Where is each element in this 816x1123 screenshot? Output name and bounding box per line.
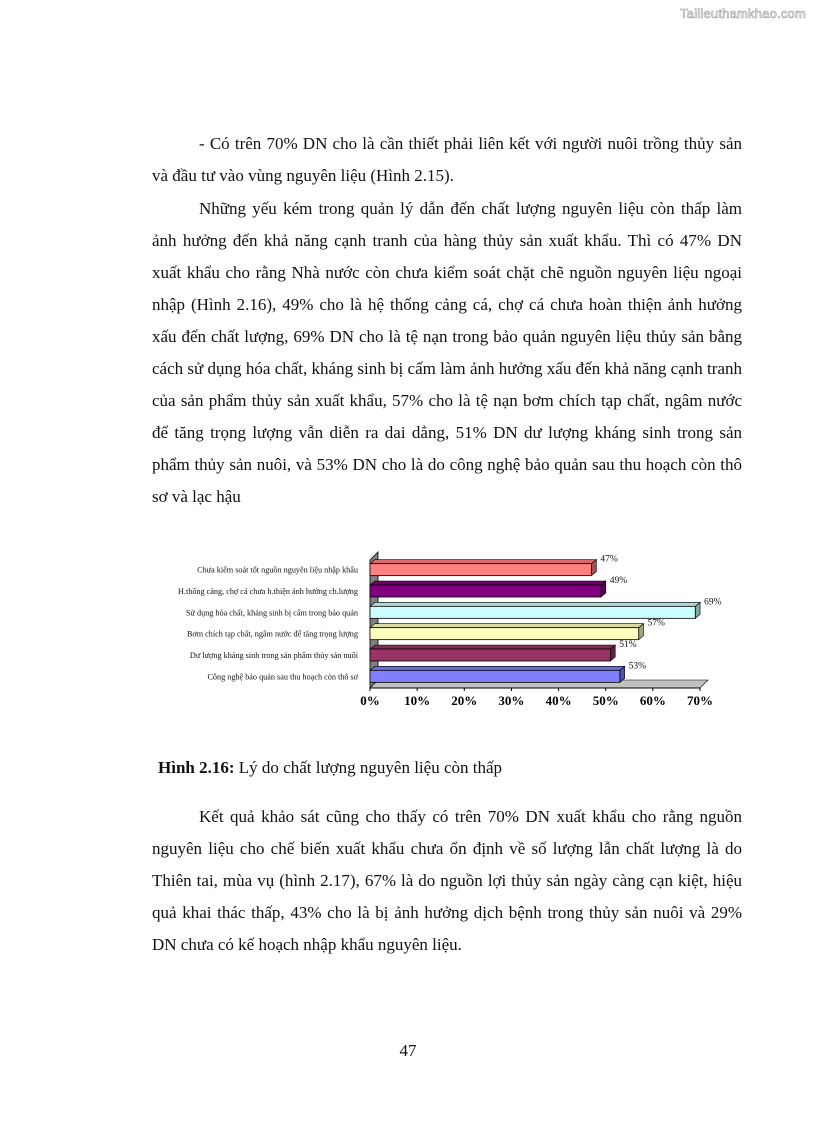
category-label: Bơm chích tạp chất, ngâm nước để tăng trọng lượng bbox=[186, 629, 358, 639]
bar bbox=[370, 649, 610, 661]
chart-svg bbox=[150, 540, 750, 720]
x-tick-label: 40% bbox=[545, 693, 572, 708]
category-label: H.thống cảng, chợ cá chưa h.thiện ảnh hưởng ch.lượng bbox=[178, 587, 358, 596]
x-tick-label: 50% bbox=[592, 693, 619, 708]
bar-top bbox=[370, 624, 644, 628]
bar bbox=[370, 670, 620, 682]
page-number: 47 bbox=[399, 1041, 417, 1060]
data-label: 49% bbox=[609, 576, 628, 586]
data-label: 47% bbox=[600, 554, 618, 565]
x-tick-label: 0% bbox=[360, 693, 380, 708]
category-label: Chưa kiểm soát tốt nguồn nguyên liệu nhập khẩu bbox=[197, 565, 358, 575]
bar-top bbox=[370, 666, 625, 670]
paragraph-1: - Có trên 70% DN cho là cần thiết phải liên kết với người nuôi trồng thủy sản và đầu tư vào vùng nguyên liệu (Hình 2.15). bbox=[152, 134, 742, 185]
figure-caption bbox=[158, 758, 502, 778]
data-label: 57% bbox=[647, 618, 665, 629]
data-label: 69% bbox=[704, 597, 722, 608]
bar-top bbox=[370, 560, 596, 564]
data-label: 53% bbox=[628, 661, 647, 672]
x-tick-label: 70% bbox=[687, 693, 713, 708]
bar bbox=[370, 564, 592, 576]
bar bbox=[370, 606, 695, 618]
x-tick-label: 20% bbox=[451, 693, 478, 708]
category-label: Dư lượng kháng sinh trong sản phẩm thủy sản nuôi bbox=[189, 651, 358, 660]
x-tick-label: 60% bbox=[639, 693, 666, 708]
caption-text: Lý do chất lượng nguyên liệu còn thấp bbox=[234, 758, 503, 777]
category-label: Công nghệ bảo quản sau thu hoạch còn thô sơ bbox=[207, 672, 358, 682]
category-label: Sử dụng hóa chất, kháng sinh bị cấm trong bảo quản bbox=[185, 608, 358, 618]
watermark: Tailieuthamkhao.com bbox=[680, 6, 806, 21]
data-label: 51% bbox=[619, 640, 637, 650]
paragraph-3: Kết quả khảo sát cũng cho thấy có trên 70% DN xuất khẩu cho rằng nguồn nguyên liệu cho chế biến xuất khẩu chưa ổn định về số lượng lẫn chất lượng là do Thiên tai, mùa vụ (hình 2.17), 67% là do nguồn lợi thủy sản ngày càng cạn kiệt, hiệu quả khai thác thấp, 43% cho là bị ảnh hưởng dịch bệnh trong thủy sản nuôi và 29% DN chưa có kế hoạch nhập khẩu nguyên liệu. bbox=[152, 807, 742, 954]
bar-chart bbox=[150, 540, 750, 720]
bar-top bbox=[370, 581, 606, 585]
bar-top bbox=[370, 645, 615, 649]
caption-label: Hình 2.16: bbox=[158, 758, 235, 777]
x-tick-label: 10% bbox=[404, 693, 431, 708]
paragraph-2: Những yếu kém trong quản lý dẫn đến chất lượng nguyên liệu còn thấp làm ảnh hưởng đến khả năng cạnh tranh của hàng thủy sản xuất khẩu. Thì có 47% DN xuất khẩu cho rằng Nhà nước còn chưa kiểm soát chặt chẽ nguồn nguyên liệu ngoại nhập (Hình 2.16), 49% cho là hệ thống cảng cá, chợ cá chưa hoàn thiện ảnh hưởng xấu đến chất lượng, 69% DN cho là tệ nạn trong bảo quản nguyên liệu thủy sản bằng cách sử dụng hóa chất, kháng sinh bị cấm làm ảnh hưởng xấu đến khả năng cạnh tranh của sản phẩm thủy sản xuất khẩu, 57% cho là tệ nạn bơm chích tạp chất, ngâm nước để tăng trọng lượng vẫn diễn ra dai dẳng, 51% DN dư lượng kháng sinh trong sản phẩm thủy sản nuôi, và 53% DN cho là do công nghệ bảo quản sau thu hoạch còn thô sơ và lạc hậu bbox=[152, 199, 742, 506]
bar bbox=[370, 585, 601, 597]
x-tick-label: 30% bbox=[498, 693, 525, 708]
bar-top bbox=[370, 602, 700, 606]
bar bbox=[370, 628, 639, 640]
